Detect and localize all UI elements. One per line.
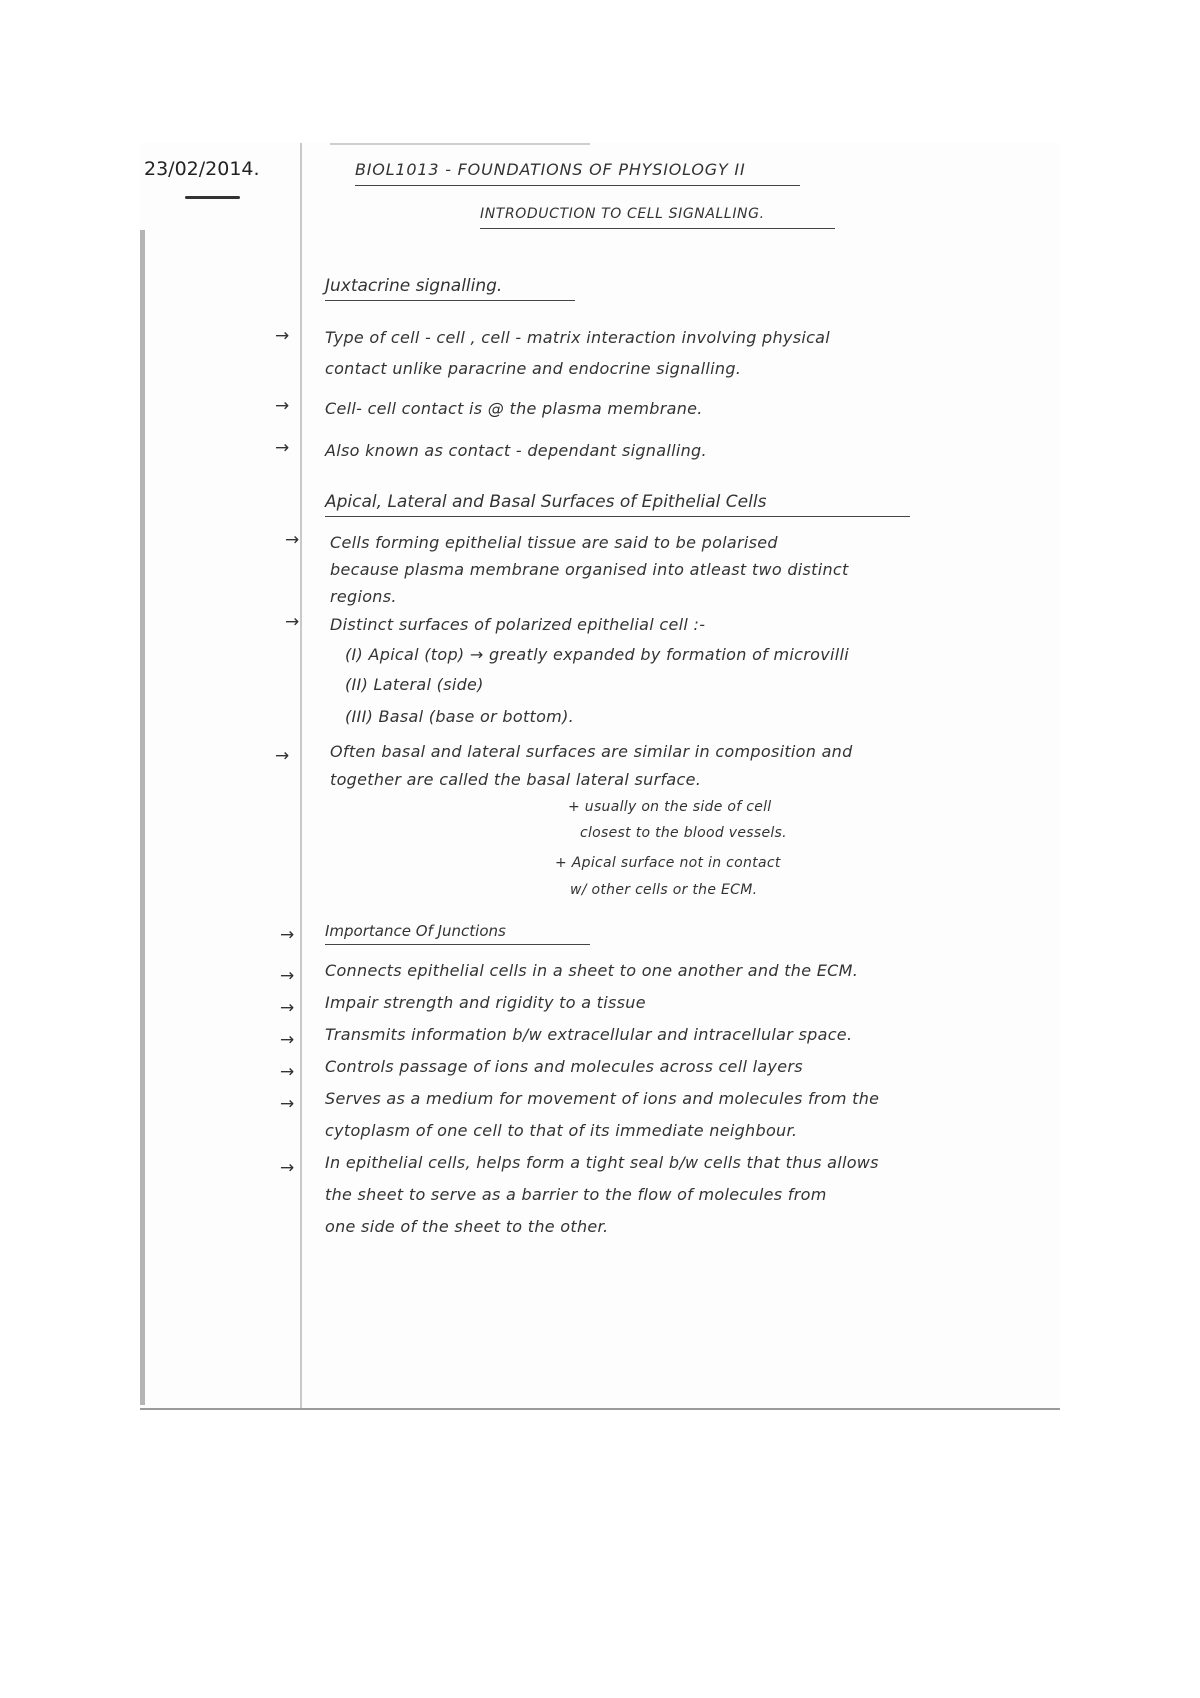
note-line: Controls passage of ions and molecules across cell layers [325, 1057, 803, 1076]
course-title: BIOL1013 - FOUNDATIONS OF PHYSIOLOGY II [355, 160, 746, 179]
page-shadow-edge [140, 230, 145, 1405]
note-line: Also known as contact - dependant signalling. [325, 441, 707, 460]
lecture-title: INTRODUCTION TO CELL SIGNALLING. [480, 206, 765, 222]
bullet-arrow-icon: → [275, 396, 290, 416]
bullet-arrow-icon: → [280, 1094, 295, 1114]
note-line: Type of cell - cell , cell - matrix interaction involving physical [325, 328, 831, 347]
note-line: together are called the basal lateral surface. [330, 770, 702, 789]
bullet-arrow-icon: → [280, 1030, 295, 1050]
note-line: (I) Apical (top) → greatly expanded by formation of microvilli [345, 645, 849, 664]
note-line: Serves as a medium for movement of ions and molecules from the [325, 1089, 880, 1108]
section-heading-underline [325, 516, 910, 517]
top-scan-artifact [330, 143, 590, 145]
note-line: Transmits information b/w extracellular and intracellular space. [325, 1025, 853, 1044]
bullet-arrow-icon: → [285, 530, 300, 550]
note-line: + Apical surface not in contact [555, 855, 781, 871]
note-line: w/ other cells or the ECM. [570, 882, 758, 898]
section-heading-underline [325, 300, 575, 301]
note-line: contact unlike paracrine and endocrine signalling. [325, 359, 742, 378]
note-line: Distinct surfaces of polarized epithelial cell :- [330, 615, 706, 634]
note-line: Impair strength and rigidity to a tissue [325, 993, 646, 1012]
note-line: Cells forming epithelial tissue are said to be polarised [330, 533, 778, 552]
note-line: (II) Lateral (side) [345, 675, 484, 694]
note-date: 23/02/2014. [144, 158, 260, 180]
note-line: + usually on the side of cell [568, 799, 772, 815]
lecture-title-underline [480, 228, 835, 229]
margin-line [300, 143, 302, 1408]
bullet-arrow-icon: → [280, 998, 295, 1018]
course-title-underline [355, 185, 800, 186]
note-line: Often basal and lateral surfaces are similar in composition and [330, 742, 853, 761]
section-heading-juxtacrine: Juxtacrine signalling. [325, 276, 503, 296]
bullet-arrow-icon: → [280, 1062, 295, 1082]
bullet-arrow-icon: → [280, 925, 295, 945]
bullet-arrow-icon: → [285, 612, 300, 632]
note-line: regions. [330, 587, 397, 606]
note-line: Cell- cell contact is @ the plasma membrane. [325, 399, 703, 418]
bullet-arrow-icon: → [280, 966, 295, 986]
note-line: cytoplasm of one cell to that of its immediate neighbour. [325, 1121, 798, 1140]
date-underline [185, 196, 240, 199]
bullet-arrow-icon: → [275, 326, 290, 346]
section-heading-junctions: Importance Of Junctions [325, 922, 506, 940]
section-heading-underline [325, 944, 590, 945]
bullet-arrow-icon: → [280, 1158, 295, 1178]
note-line: the sheet to serve as a barrier to the flow of molecules from [325, 1185, 827, 1204]
note-line: closest to the blood vessels. [580, 825, 787, 841]
section-heading-epithelial-surfaces: Apical, Lateral and Basal Surfaces of Epithelial Cells [325, 492, 767, 512]
bullet-arrow-icon: → [275, 438, 290, 458]
note-line: Connects epithelial cells in a sheet to one another and the ECM. [325, 961, 859, 980]
note-line: because plasma membrane organised into atleast two distinct [330, 560, 849, 579]
note-line: In epithelial cells, helps form a tight seal b/w cells that thus allows [325, 1153, 879, 1172]
bullet-arrow-icon: → [275, 746, 290, 766]
note-line: (III) Basal (base or bottom). [345, 707, 574, 726]
note-line: one side of the sheet to the other. [325, 1217, 609, 1236]
